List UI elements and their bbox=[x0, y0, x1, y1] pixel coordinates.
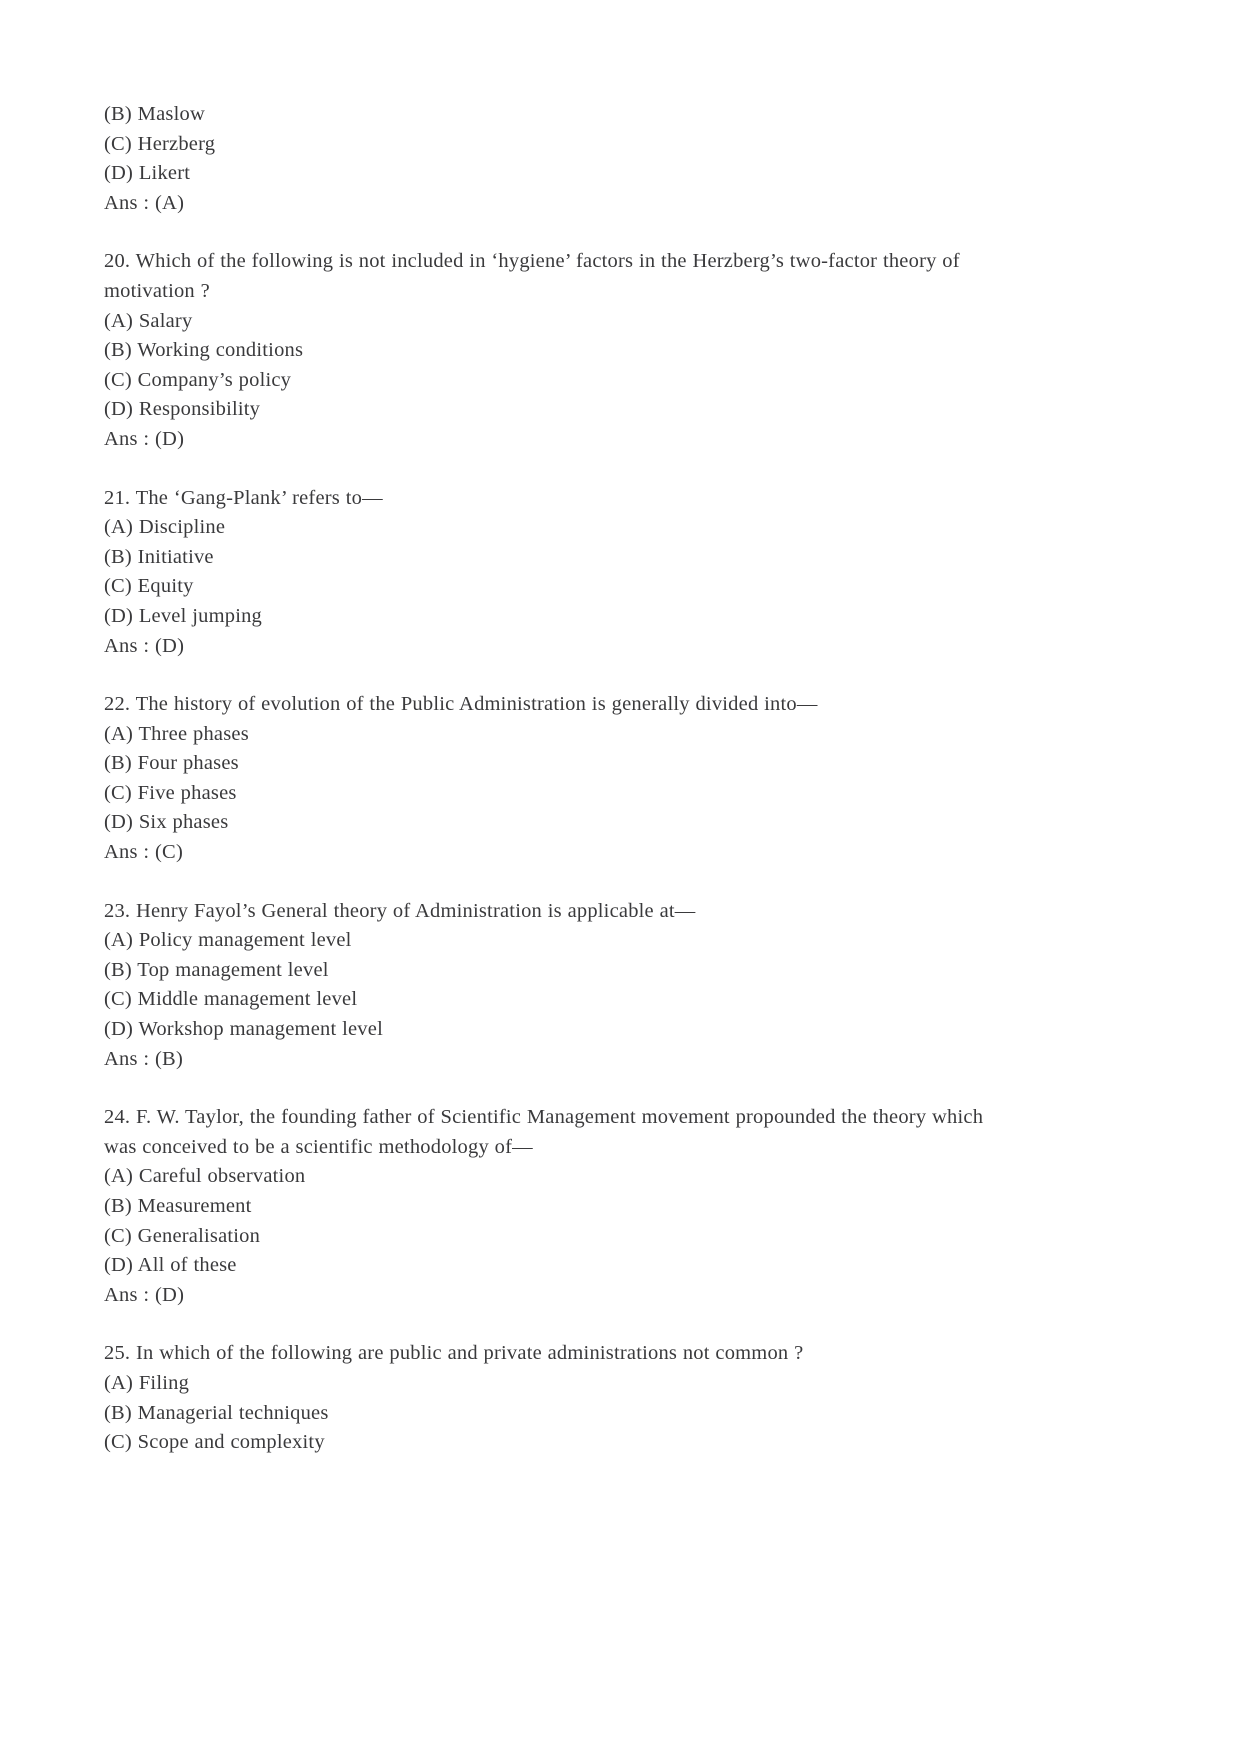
option-c: (C) Company’s policy bbox=[104, 368, 292, 391]
question-block-19-tail bbox=[104, 100, 1004, 218]
option-c: (C) Middle management level bbox=[104, 988, 358, 1011]
answer-line: Ans : (D) bbox=[104, 1283, 185, 1306]
option-d: (D) Workshop management level bbox=[104, 1018, 383, 1041]
answer-line: Ans : (C) bbox=[104, 841, 183, 864]
option-a: (A) Filing bbox=[104, 1371, 190, 1394]
option-b: (B) Four phases bbox=[104, 752, 239, 775]
question-block-21 bbox=[104, 484, 1004, 662]
option-a: (A) Salary bbox=[104, 309, 193, 332]
question-block-23 bbox=[104, 897, 1004, 1075]
answer-line: Ans : (D) bbox=[104, 427, 185, 450]
option-b: (B) Maslow bbox=[104, 103, 205, 125]
question-block-22 bbox=[104, 690, 1004, 868]
option-d: (D) All of these bbox=[104, 1254, 237, 1277]
answer-line: Ans : (D) bbox=[104, 634, 185, 657]
option-d: (D) Level jumping bbox=[104, 604, 263, 627]
question-stem: 25. In which of the following are public and private administrations not common ? bbox=[104, 1342, 804, 1365]
question-list bbox=[104, 100, 1004, 1458]
answer-line: Ans : (B) bbox=[104, 1047, 183, 1070]
option-c: (C) Scope and complexity bbox=[104, 1431, 325, 1454]
question-block-24 bbox=[104, 1103, 1004, 1310]
option-c: (C) Herzberg bbox=[104, 132, 216, 155]
answer-line: Ans : (A) bbox=[104, 191, 185, 214]
option-c: (C) Equity bbox=[104, 575, 194, 598]
option-b: (B) Measurement bbox=[104, 1195, 252, 1217]
option-b: (B) Initiative bbox=[104, 545, 214, 568]
option-a: (A) Three phases bbox=[104, 722, 249, 745]
option-a: (A) Careful observation bbox=[104, 1165, 306, 1188]
option-b: (B) Managerial techniques bbox=[104, 1401, 329, 1424]
question-stem: 22. The history of evolution of the Public Administration is generally divided into— bbox=[104, 693, 818, 716]
question-stem: 23. Henry Fayol’s General theory of Administration is applicable at— bbox=[104, 899, 696, 922]
question-block-20 bbox=[104, 247, 1004, 454]
question-stem: 21. The ‘Gang-Plank’ refers to— bbox=[104, 486, 383, 509]
option-d: (D) Responsibility bbox=[104, 398, 261, 421]
option-a: (A) Policy management level bbox=[104, 929, 352, 952]
option-c: (C) Five phases bbox=[104, 781, 237, 804]
option-b: (B) Top management level bbox=[104, 958, 329, 981]
option-a: (A) Discipline bbox=[104, 516, 226, 539]
option-d: (D) Likert bbox=[104, 162, 191, 185]
option-b: (B) Working conditions bbox=[104, 339, 304, 362]
question-stem: 20. Which of the following is not included in ‘hygiene’ factors in the Herzberg’s two-factor theory of motivation ? bbox=[104, 250, 966, 302]
question-stem: 24. F. W. Taylor, the founding father of Scientific Management movement propounded the theory which was conceived to be a scientific methodology of— bbox=[104, 1106, 989, 1158]
question-block-25 bbox=[104, 1339, 1004, 1457]
option-c: (C) Generalisation bbox=[104, 1224, 261, 1247]
option-d: (D) Six phases bbox=[104, 811, 229, 834]
